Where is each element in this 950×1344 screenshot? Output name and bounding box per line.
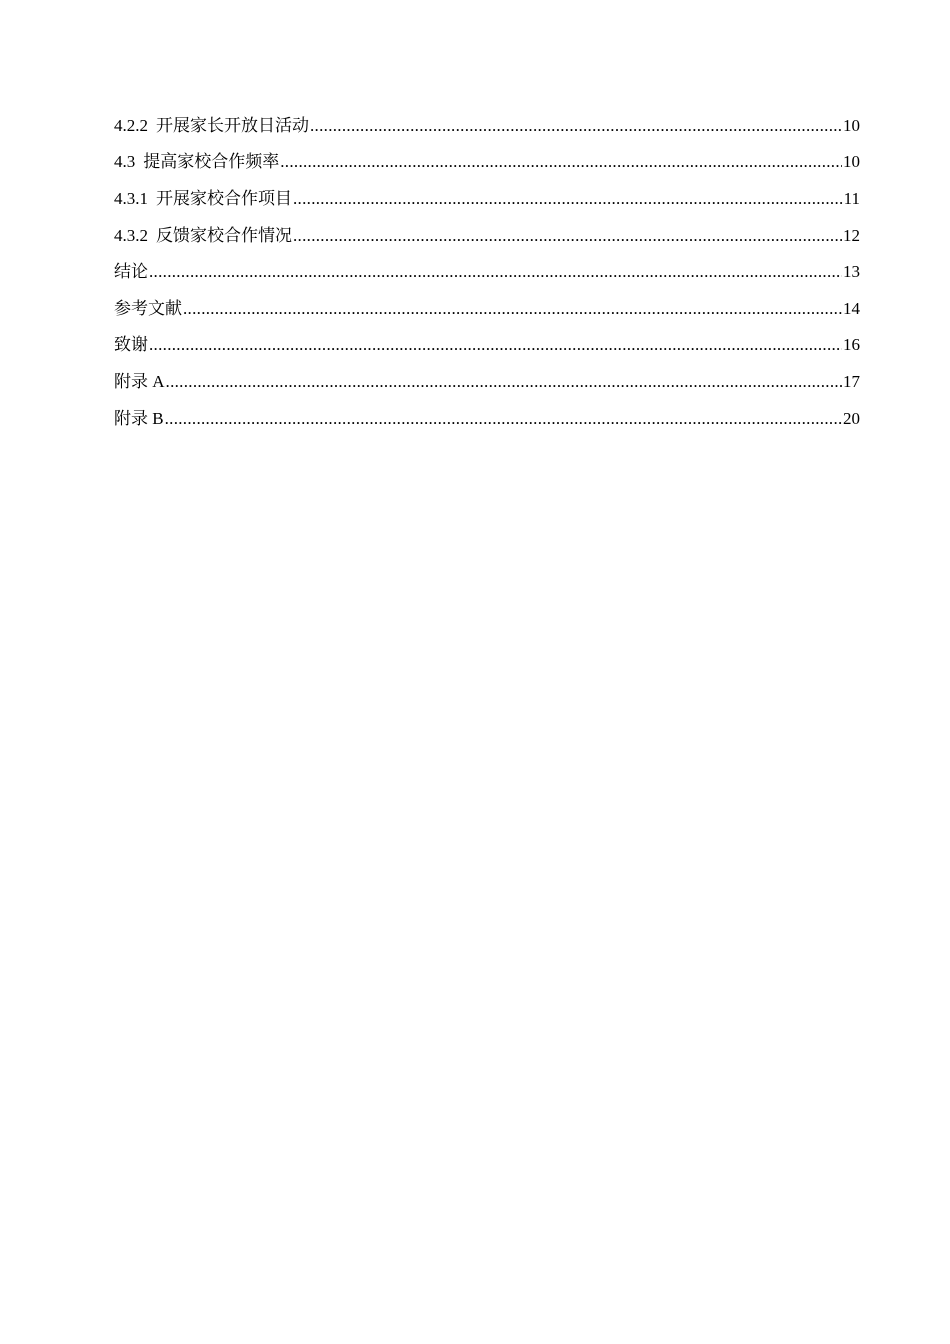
toc-entry-page: 14 [843,298,860,318]
toc-entry-conclusion[interactable] [114,260,860,297]
toc-dot-leader [280,150,842,174]
toc-entry-page: 20 [843,408,860,428]
toc-entry-page: 17 [843,371,860,391]
toc-entry-title: 附录 B [114,408,164,428]
toc-entry-appendix-b[interactable] [114,407,860,444]
toc-entry-acknowledgements[interactable] [114,333,860,370]
toc-entry-4-3-2[interactable] [114,224,860,261]
table-of-contents [114,114,860,443]
toc-entry-title: 开展家校合作项目 [156,188,292,208]
toc-entry-page: 16 [843,335,860,355]
toc-entry-title: 反馈家校合作情况 [156,225,292,245]
toc-entry-title: 附录 A [114,371,165,391]
toc-entry-4-3-1[interactable] [114,187,860,224]
toc-entry-title: 致谢 [114,335,148,355]
toc-dot-leader [165,407,842,431]
toc-entry-page: 12 [843,225,860,245]
toc-entry-appendix-a[interactable] [114,370,860,407]
toc-entry-4-2-2[interactable] [114,114,860,150]
toc-entry-number: 4.3.1 [114,188,148,208]
toc-dot-leader [293,187,843,211]
toc-entry-number: 4.2.2 [114,116,148,135]
toc-dot-leader [149,260,842,284]
toc-entry-number: 4.3.2 [114,225,148,245]
toc-entry-page: 13 [843,262,860,282]
toc-entry-page: 10 [843,116,860,135]
toc-entry-page: 11 [843,188,860,208]
toc-entry-title: 开展家长开放日活动 [156,116,309,135]
toc-entry-title: 结论 [114,262,148,282]
toc-dot-leader [166,370,842,394]
toc-dot-leader [293,224,842,248]
toc-entry-number: 4.3 [114,152,136,172]
toc-entry-references[interactable] [114,297,860,334]
toc-entry-title: 参考文献 [114,298,182,318]
toc-entry-page: 10 [843,152,860,172]
toc-dot-leader [183,297,842,321]
toc-entry-title: 提高家校合作频率 [143,152,280,172]
toc-entry-4-3[interactable] [114,150,860,187]
toc-dot-leader [149,333,842,357]
toc-dot-leader [310,114,842,138]
